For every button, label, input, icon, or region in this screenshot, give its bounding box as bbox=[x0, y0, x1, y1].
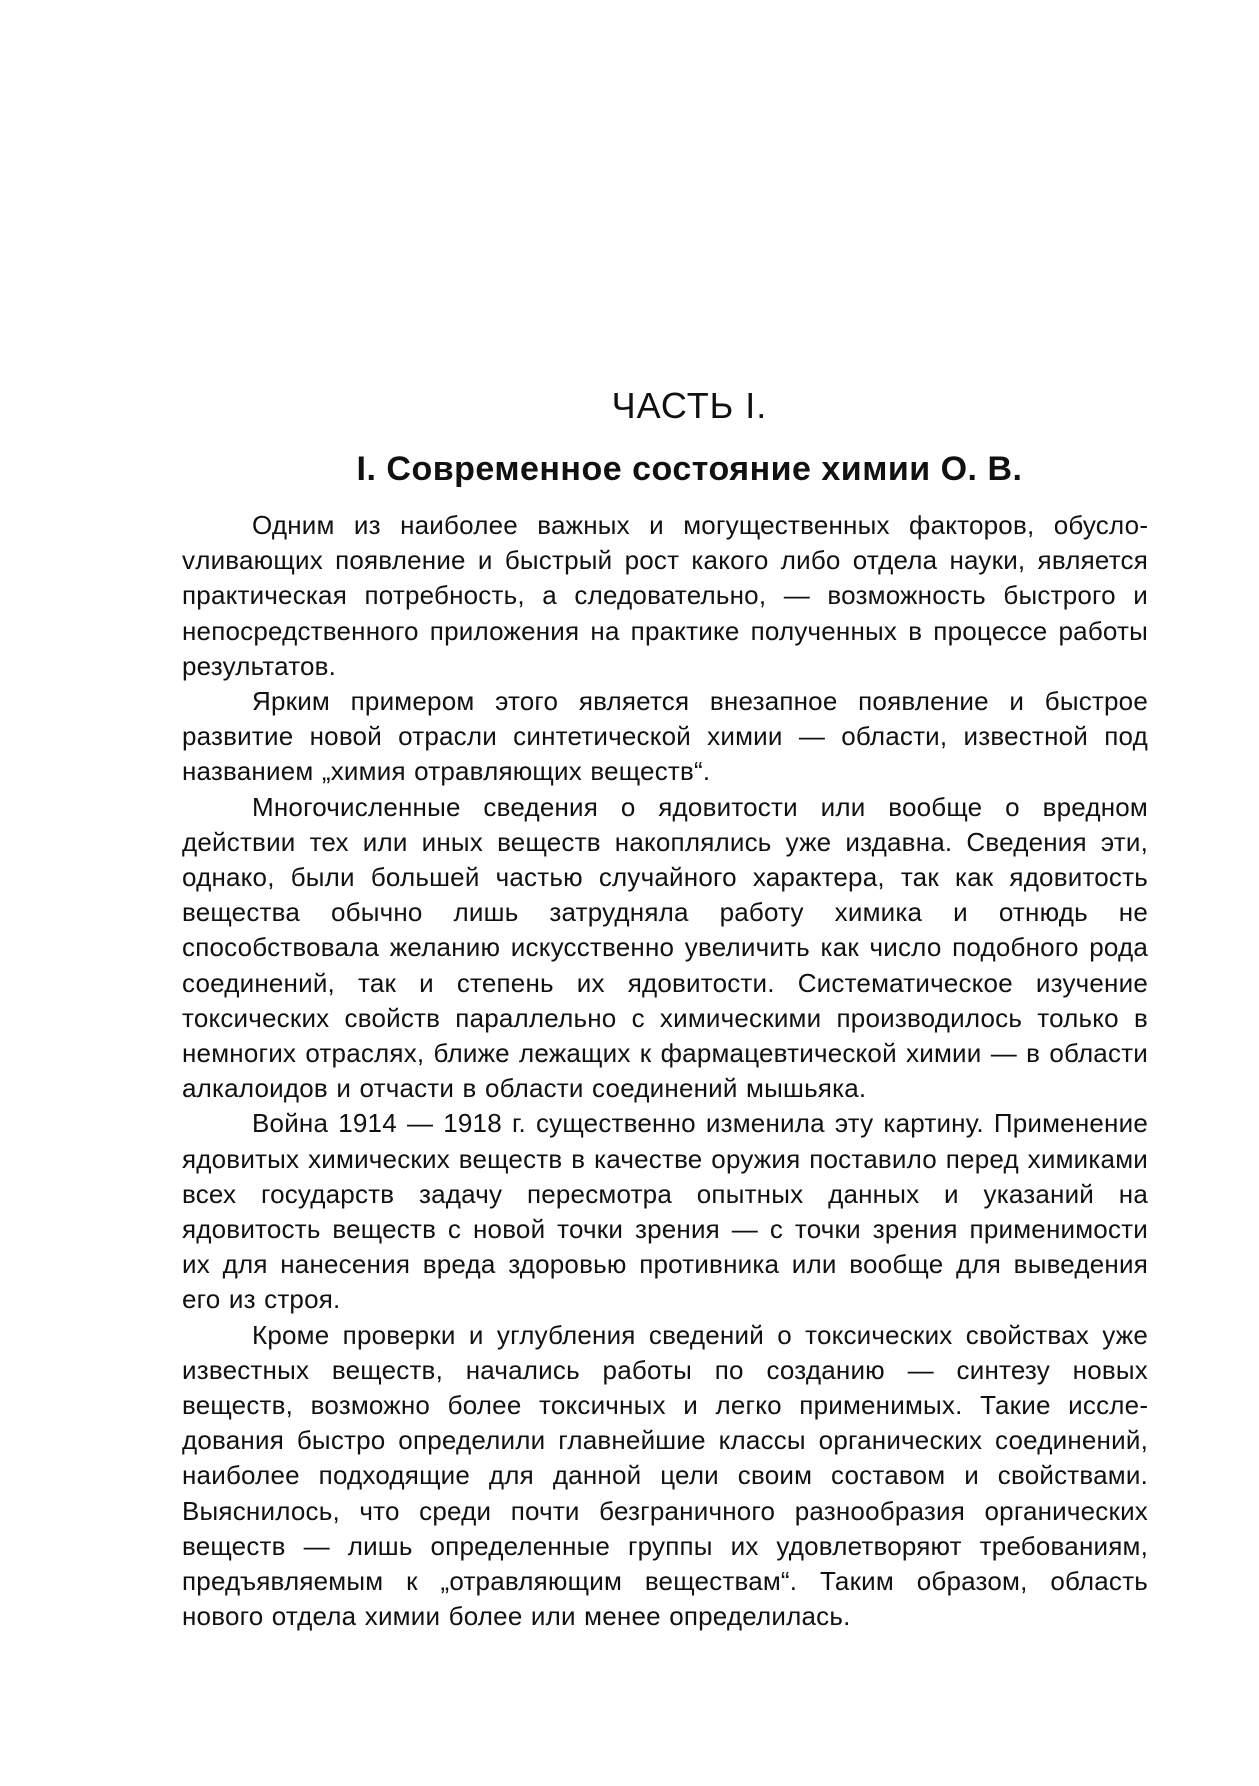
paragraph-1: Одним из наиболее важных и могущественных факторов, обуслоvливающих появление и быстрый рост какого либо отдела науки, является практическая потребность, а следовательно, — возможность быстрого и непосредственного приложения на практике полученных в процессе работы результатов. bbox=[182, 510, 1148, 681]
paragraph-4: Война 1914 — 1918 г. существенно изменила эту картину. Применение ядовитых химических веществ в качестве оружия поставило перед химиками всех государств задачу пересмотра опытных данных и указаний на ядовитость веществ с новой точки зрения — с точки зрения применимости их для нанесения вреда здоровью противника или вообще для выведения его из строя. bbox=[182, 1108, 1148, 1315]
part-heading: ЧАСТЬ I. bbox=[611, 385, 768, 426]
chapter-heading: I. Современное состояние химии О. В. bbox=[356, 450, 1023, 488]
paragraph-5: Кроме проверки и углубления сведений о токсических свойствах уже известных веществ, начались работы по созданию — синтезу новых веществ, возможно более токсичных и легко применимых. Такие исследования быстро определили главнейшие классы органических соединений, наиболее подходящие для данной цели своим составом и свойствами. Выяснилось, что среди почти безграничного разнообразия органических веществ — лишь определенные группы их удовлетворяют требованиям, предъявляемым к „отравляющим веществам“. Таким образом, область нового отдела химии более или менее определилась. bbox=[182, 1319, 1148, 1632]
body-text bbox=[182, 508, 1148, 1635]
paragraph-2: Ярким примером этого является внезапное появление и быстрое развитие новой отрасли синтетической химии — области, известной под названием „химия отравляющих веществ“. bbox=[182, 686, 1148, 787]
paragraph-3: Многочисленные сведения о ядовитости или вообще о вредном действии тех или иных веществ накоплялись уже издавна. Сведения эти, однако, были большей частью случайного характера, так как ядовитость вещества обычно лишь затрудняла работу химика и отнюдь не способствовала желанию искусственно увеличить как число подобного рода соединений, так и степень их ядовитости. Систематическое изучение токсических свойств параллельно с химическими производилось только в немногих отраслях, ближе лежащих к фармацевтической химии — в области алкалоидов и отчасти в области соединений мышьяка. bbox=[182, 791, 1148, 1104]
